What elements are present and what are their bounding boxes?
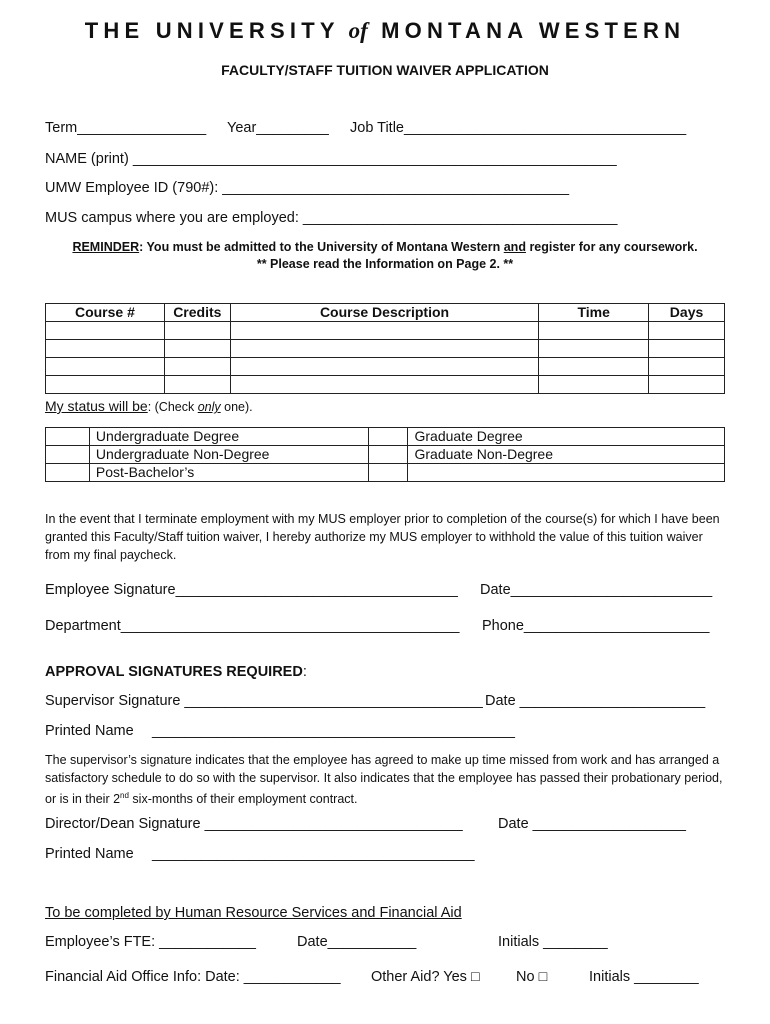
reminder-page2: ** Please read the Information on Page 2. ** [256, 256, 514, 271]
cell[interactable] [164, 340, 230, 358]
status-label [45, 398, 253, 414]
supervisor-printed-name-field[interactable]: _____________________________________________ [152, 723, 515, 739]
logo-left: THE UNIVERSITY [84, 18, 340, 43]
other-aid-yes-checkbox[interactable]: Other Aid? Yes □ [371, 969, 480, 985]
status-table [45, 427, 725, 482]
hr-initials-field[interactable]: Initials ________ [498, 934, 608, 950]
checkbox-post-bachelors[interactable] [46, 464, 90, 482]
supervisor-note [45, 751, 730, 808]
logo-right: MONTANA WESTERN [381, 18, 686, 43]
director-signature-field[interactable]: Director/Dean Signature ________________________________ [45, 816, 463, 832]
checkbox-undergraduate-degree[interactable] [46, 428, 90, 446]
table-row [46, 464, 725, 482]
table-row [46, 340, 725, 358]
department-field[interactable]: Department__________________________________________ [45, 618, 460, 634]
financial-aid-initials-field[interactable]: Initials ________ [589, 969, 699, 985]
employee-id-field[interactable]: UMW Employee ID (790#): ___________________________________________ [45, 180, 570, 196]
table-row [46, 446, 725, 464]
approval-heading-colon: : [302, 664, 307, 680]
supervisor-signature-field[interactable]: Supervisor Signature _____________________________________ [45, 693, 483, 709]
form-title: FACULTY/STAFF TUITION WAIVER APPLICATION [221, 62, 549, 78]
phone-field[interactable]: Phone_______________________ [482, 618, 710, 634]
checkbox-graduate-non-degree[interactable] [368, 446, 408, 464]
job-title-field[interactable]: Job Title___________________________________ [350, 120, 687, 136]
reminder-notice [45, 239, 725, 272]
course-table-header [46, 304, 725, 322]
col-time: Time [539, 304, 649, 322]
cell[interactable] [649, 376, 725, 394]
option-undergraduate-degree: Undergraduate Degree [89, 428, 368, 446]
table-row [46, 322, 725, 340]
course-table [45, 303, 725, 394]
cell[interactable] [539, 340, 649, 358]
fte-field[interactable]: Employee’s FTE: ____________ [45, 934, 256, 950]
printed-name-label-2: Printed Name [45, 846, 134, 862]
status-label-text: My status will be [45, 398, 148, 414]
status-note-only: only [197, 400, 221, 414]
cell[interactable] [230, 358, 538, 376]
cell[interactable] [46, 376, 165, 394]
col-course-number: Course # [46, 304, 165, 322]
cell[interactable] [230, 322, 538, 340]
cell[interactable] [539, 358, 649, 376]
reminder-text: : You must be admitted to the University of Montana Western [139, 240, 504, 254]
approval-heading-text: APPROVAL SIGNATURES REQUIRED [45, 664, 303, 680]
director-printed-name-field[interactable]: ________________________________________ [152, 846, 475, 862]
col-credits: Credits [164, 304, 230, 322]
term-field[interactable]: Term________________ [45, 120, 207, 136]
year-field[interactable]: Year_________ [227, 120, 329, 136]
option-graduate-degree: Graduate Degree [408, 428, 725, 446]
employee-date-field[interactable]: Date_________________________ [480, 582, 713, 598]
supervisor-note-text: The supervisor’s signature indicates that the employee has agreed to make up time missed from work and has arranged a satisfactory schedule to do so with the supervisor. It also indicates that the employee has passed their probationary period, or is in their 2 [45, 753, 723, 807]
cell[interactable] [539, 376, 649, 394]
financial-aid-date-field[interactable]: Financial Aid Office Info: Date: ____________ [45, 969, 341, 985]
table-row [46, 428, 725, 446]
option-post-bachelors: Post-Bachelor’s [89, 464, 368, 482]
campus-field[interactable]: MUS campus where you are employed: _______________________________________ [45, 210, 618, 226]
checkbox-graduate-degree[interactable] [368, 428, 408, 446]
cell[interactable] [164, 358, 230, 376]
employee-signature-field[interactable]: Employee Signature___________________________________ [45, 582, 458, 598]
cell[interactable] [46, 340, 165, 358]
table-row [46, 376, 725, 394]
logo-of: of [348, 18, 368, 43]
reminder-text-end: register for any coursework. [525, 240, 698, 254]
table-row [46, 358, 725, 376]
hr-date-field[interactable]: Date___________ [297, 934, 417, 950]
option-empty [408, 464, 725, 482]
supervisor-note-sup: nd [120, 791, 129, 800]
cell[interactable] [46, 322, 165, 340]
cell[interactable] [539, 322, 649, 340]
status-note: : (Check [147, 400, 198, 414]
option-undergraduate-non-degree: Undergraduate Non-Degree [89, 446, 368, 464]
cell[interactable] [164, 322, 230, 340]
status-note-end: one). [220, 400, 253, 414]
hr-heading [45, 905, 462, 921]
authorization-text: In the event that I terminate employment with my MUS employer prior to completion of the course(s) for which I have been granted this Faculty/Staff tuition waiver, I hereby authorize my MUS employer to withhold the value of this tuition waiver from my final paycheck. [45, 512, 720, 562]
cell[interactable] [649, 322, 725, 340]
col-course-description: Course Description [230, 304, 538, 322]
reminder-label: REMINDER [72, 240, 140, 254]
supervisor-date-field[interactable]: Date _______________________ [485, 693, 706, 709]
hr-heading-text: To be completed by Human Resource Services and Financial Aid [45, 905, 462, 921]
printed-name-label: Printed Name [45, 723, 134, 739]
cell[interactable] [230, 376, 538, 394]
name-field[interactable]: NAME (print) ____________________________________________________________ [45, 151, 617, 167]
cell[interactable] [649, 358, 725, 376]
col-days: Days [649, 304, 725, 322]
director-date-field[interactable]: Date ___________________ [498, 816, 686, 832]
cell[interactable] [230, 340, 538, 358]
cell[interactable] [649, 340, 725, 358]
supervisor-note-end: six-months of their employment contract. [128, 792, 358, 807]
cell[interactable] [46, 358, 165, 376]
other-aid-no-checkbox[interactable]: No □ [516, 969, 548, 985]
reminder-and: and [503, 240, 526, 254]
checkbox-empty[interactable] [368, 464, 408, 482]
option-graduate-non-degree: Graduate Non-Degree [408, 446, 725, 464]
checkbox-undergraduate-non-degree[interactable] [46, 446, 90, 464]
cell[interactable] [164, 376, 230, 394]
university-logo [0, 18, 770, 44]
approval-heading [45, 663, 307, 681]
